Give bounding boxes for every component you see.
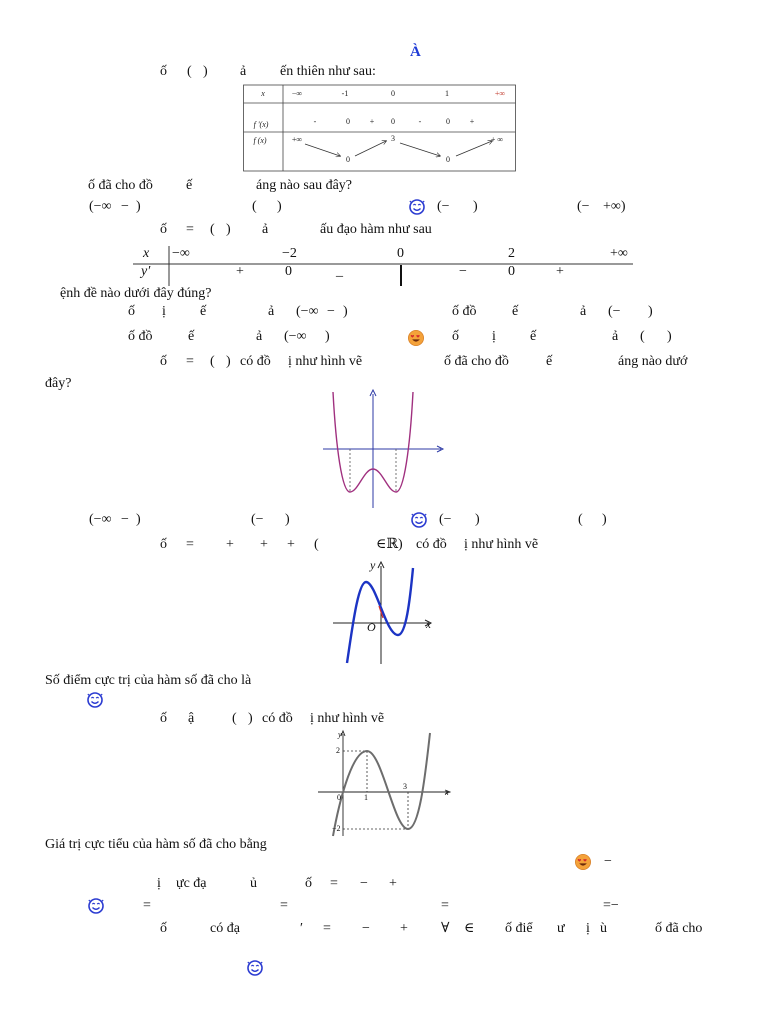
graph-3-x-tick: 1 [364, 793, 368, 802]
graph-3-x-tick: 3 [403, 782, 407, 791]
line-05-fragment: ) [343, 304, 348, 319]
option-fragment: ) [277, 199, 282, 214]
smiling-face-icon [408, 198, 426, 216]
line-12-fragment: Giá trị cực tiểu của hàm số đã cho bằng [45, 837, 267, 852]
line-03-fragment: ) [226, 222, 231, 237]
line-01-fragment: ) [203, 64, 208, 79]
line-05-fragment: − [327, 304, 335, 319]
variation-table-sign: 0 [391, 117, 395, 126]
line-01-fragment: ả [240, 64, 247, 79]
variation-table-x-value: +∞ [494, 89, 506, 98]
line-05-fragment: ) [648, 304, 653, 319]
line-11-fragment: ậ [188, 711, 195, 726]
option-fragment: ( [252, 199, 257, 214]
line-06-fragment: ố đồ [128, 329, 153, 344]
line-06-fragment: ị [492, 329, 496, 344]
sign-table-sign: _ [336, 264, 343, 279]
option-fragment: (−∞ [89, 512, 112, 527]
line-01-fragment: ( [187, 64, 192, 79]
variation-table-x-label: x [261, 89, 265, 98]
line-07-fragment: ) [226, 354, 231, 369]
line-16-fragment: ị [586, 921, 590, 936]
variation-table-sign: + [369, 117, 375, 126]
line-16-fragment: ố đã cho [655, 921, 703, 936]
line-13-fragment: − [604, 854, 612, 869]
graph-3-y-min-tick: −2 [332, 824, 341, 833]
sign-table-sign: 0 [285, 264, 292, 279]
smiling-face-icon [87, 897, 105, 915]
line-09-fragment: = [186, 537, 194, 552]
line-14-fragment: = [330, 876, 338, 891]
smiling-face-icon [410, 511, 428, 529]
line-05-fragment: ế [512, 304, 519, 319]
line-14-fragment: ị [157, 876, 161, 891]
line-16-fragment: ∈ [464, 921, 475, 936]
option-fragment: ) [136, 199, 141, 214]
sign-table-x-value: 0 [397, 246, 404, 261]
line-06-fragment: ế [530, 329, 537, 344]
line-07-fragment: áng nào dướ [618, 354, 688, 369]
line-03-fragment: ố [160, 222, 167, 237]
variation-table-x-value: -1 [341, 89, 349, 98]
line-16-fragment: ố [160, 921, 167, 936]
line-09-fragment: ố [160, 537, 167, 552]
line-07-fragment: có đồ [240, 354, 271, 369]
graph-2-origin-label: O [367, 620, 376, 634]
line-07-fragment: ố đã cho đồ [444, 354, 509, 369]
line-14-fragment: ủ [250, 876, 257, 891]
line-05-fragment: ế [200, 304, 207, 319]
line-07-fragment: = [186, 354, 194, 369]
sign-table-sign: + [556, 264, 564, 279]
variation-table-function-value: + ∞ [490, 135, 504, 144]
line-16-fragment: ù [600, 921, 607, 936]
heart-eyes-face-icon [407, 329, 425, 347]
smiling-face-icon [246, 959, 264, 977]
function-curve [333, 733, 430, 836]
sign-table-x-label: x [143, 246, 150, 261]
line-14-fragment: ố [305, 876, 312, 891]
line-16-fragment: có đạ [210, 921, 240, 936]
variation-table-sign: - [313, 117, 317, 126]
variation-table-x-value: −∞ [291, 89, 303, 98]
decreasing-arrow [400, 143, 440, 156]
sign-table-x-value: −2 [282, 246, 297, 261]
option-fragment: (− [439, 512, 452, 527]
line-01-fragment: ố [160, 64, 167, 79]
variation-table-x-value: 1 [445, 89, 449, 98]
line-11-fragment: có đồ [262, 711, 293, 726]
sign-table-sign: − [459, 264, 467, 279]
line-06-fragment: ế [188, 329, 195, 344]
sign-table-x-value: 2 [508, 246, 515, 261]
option-fragment: (− [251, 512, 264, 527]
line-03-fragment: = [186, 222, 194, 237]
line-06-fragment: ả [612, 329, 619, 344]
option-fragment: − [121, 199, 129, 214]
line-06-fragment: ) [667, 329, 672, 344]
line-08-fragment: đây? [45, 376, 72, 391]
graph-2-x-label: x [426, 619, 431, 631]
line-09-fragment: ∈ℝ) [376, 537, 403, 552]
line-11-fragment: ị như hình vẽ [310, 711, 385, 726]
graph-3-origin-label: 0 [337, 793, 341, 802]
line-06-fragment: ( [640, 329, 645, 344]
line-16-fragment: ′ [300, 921, 304, 936]
graph-3-x-label: x [445, 788, 449, 797]
line-09-fragment: + [260, 537, 268, 552]
variation-table-sign: 0 [346, 117, 350, 126]
graph-3-y-max-tick: 2 [336, 746, 340, 755]
variation-table-sign: + [469, 117, 475, 126]
option-fragment: (−∞ [89, 199, 112, 214]
option-fragment: ) [473, 199, 478, 214]
line-11-fragment: ( [232, 711, 237, 726]
line-09-fragment: + [226, 537, 234, 552]
line-02-fragment: ế [186, 178, 193, 193]
line-06-fragment: ố [452, 329, 459, 344]
line-14-fragment: ực đạ [176, 876, 207, 891]
option-fragment: +∞) [603, 199, 626, 214]
line-14-fragment: − [360, 876, 368, 891]
line-16-fragment: = [323, 921, 331, 936]
line-04-fragment: ệnh đề nào dưới đây đúng? [60, 286, 212, 301]
cubic-graph-figure [330, 560, 442, 666]
line-09-fragment: có đồ [416, 537, 447, 552]
sign-table-x-value: −∞ [172, 246, 190, 261]
option-fragment: ) [602, 512, 607, 527]
line-06-fragment: (−∞ [284, 329, 307, 344]
line-05-fragment: ả [268, 304, 275, 319]
quartic-graph-figure [318, 388, 448, 512]
option-fragment: ( [578, 512, 583, 527]
line-15-fragment: = [441, 898, 449, 913]
line-05-fragment: ị [162, 304, 166, 319]
line-06-fragment: ả [256, 329, 263, 344]
line-03-fragment: ả [262, 222, 269, 237]
sign-table-y-label: y′ [141, 264, 151, 279]
line-05-fragment: (−∞ [296, 304, 319, 319]
line-16-fragment: ố điể [505, 921, 533, 936]
variation-table [243, 84, 517, 172]
variation-table-border [244, 85, 516, 171]
line-15-fragment: =− [603, 898, 619, 913]
graph-2-y-label: y [370, 558, 376, 572]
minimum-dashed-guide [343, 792, 408, 829]
variation-table-function-value: 3 [391, 134, 395, 143]
line-07-fragment: ố [160, 354, 167, 369]
line-07-fragment: ị như hình vẽ [288, 354, 363, 369]
cubic-extrema-graph-figure [316, 728, 454, 838]
variation-table-derivative-label: f '(x) [253, 120, 269, 129]
line-15-fragment: = [280, 898, 288, 913]
option-fragment: ) [475, 512, 480, 527]
line-05-fragment: ố [128, 304, 135, 319]
option-fragment: ) [136, 512, 141, 527]
line-15-fragment: = [143, 898, 151, 913]
option-fragment: (− [577, 199, 590, 214]
variation-table-sign: 0 [446, 117, 450, 126]
line-05-fragment: (− [608, 304, 621, 319]
option-fragment: (− [437, 199, 450, 214]
variation-table-sign: - [418, 117, 422, 126]
line-06-fragment: ) [325, 329, 330, 344]
heart-eyes-face-icon [574, 853, 592, 871]
line-02-fragment: áng nào sau đây? [256, 178, 353, 193]
maximum-dashed-guide [343, 751, 367, 792]
option-fragment: − [121, 512, 129, 527]
variation-table-x-value: 0 [391, 89, 395, 98]
function-curve [347, 568, 413, 663]
line-01-fragment: ến thiên như sau: [280, 64, 376, 79]
line-11-fragment: ố [160, 711, 167, 726]
decreasing-arrow [305, 144, 340, 156]
increasing-arrow [456, 141, 492, 156]
variation-table-function-value: +∞ [291, 135, 303, 144]
line-10-fragment: Số điểm cực trị của hàm số đã cho là [45, 673, 252, 688]
line-03-fragment: ( [210, 222, 215, 237]
line-09-fragment: ị như hình vẽ [464, 537, 539, 552]
section-heading: À [410, 44, 421, 60]
increasing-arrow [355, 141, 386, 156]
line-11-fragment: ) [248, 711, 253, 726]
line-02-fragment: ố đã cho đồ [88, 178, 153, 193]
line-07-fragment: ế [546, 354, 553, 369]
variation-table-function-value: 0 [446, 155, 450, 164]
line-16-fragment: − [362, 921, 370, 936]
variation-table-function-label: f (x) [253, 136, 267, 145]
line-05-fragment: ố đồ [452, 304, 477, 319]
sign-table-sign: 0 [508, 264, 515, 279]
line-14-fragment: + [389, 876, 397, 891]
graph-3-y-label: y [338, 730, 342, 739]
smiling-face-icon [86, 691, 104, 709]
line-09-fragment: ( [314, 537, 319, 552]
line-16-fragment: + [400, 921, 408, 936]
sign-table-sign: + [236, 264, 244, 279]
line-09-fragment: + [287, 537, 295, 552]
line-16-fragment: ∀ [441, 921, 450, 936]
line-03-fragment: ấu đạo hàm như sau [320, 222, 432, 237]
line-16-fragment: ư [557, 921, 565, 936]
sign-table-x-value: +∞ [610, 246, 628, 261]
line-05-fragment: ả [580, 304, 587, 319]
line-07-fragment: ( [210, 354, 215, 369]
variation-table-function-value: 0 [346, 155, 350, 164]
option-fragment: ) [285, 512, 290, 527]
